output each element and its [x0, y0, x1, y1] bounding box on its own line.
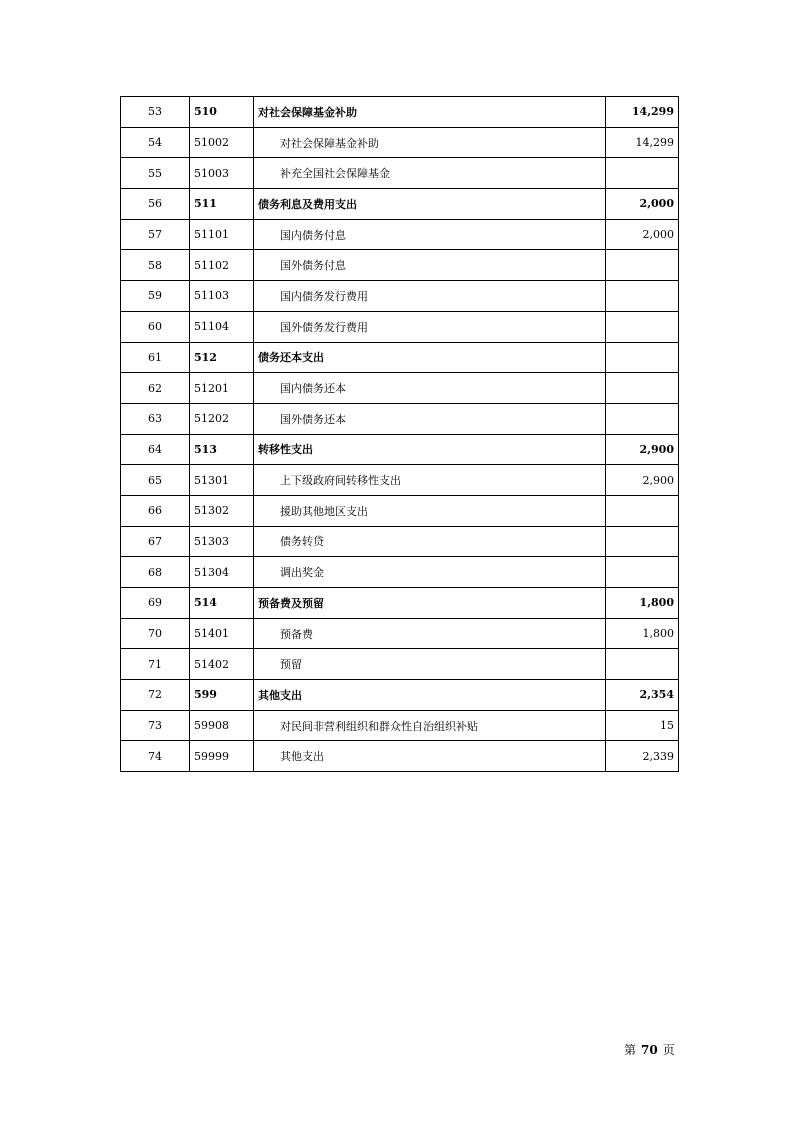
row-code: 513: [190, 434, 254, 465]
row-name: 债务转贷: [254, 526, 606, 557]
row-name: 国内债务还本: [254, 373, 606, 404]
row-index: 61: [121, 342, 190, 373]
row-amount: [606, 526, 679, 557]
row-index: 69: [121, 588, 190, 619]
row-amount: 1,800: [606, 588, 679, 619]
row-amount: [606, 373, 679, 404]
row-index: 66: [121, 495, 190, 526]
row-code: 514: [190, 588, 254, 619]
category-row: [121, 588, 679, 619]
row-name: 债务利息及费用支出: [254, 189, 606, 220]
row-index: 59: [121, 281, 190, 312]
budget-table: [120, 96, 679, 772]
row-amount: [606, 342, 679, 373]
row-code: 51002: [190, 127, 254, 158]
row-index: 67: [121, 526, 190, 557]
row-code: 51101: [190, 219, 254, 250]
row-amount: [606, 250, 679, 281]
row-code: 51003: [190, 158, 254, 189]
row-name: 对社会保障基金补助: [254, 97, 606, 128]
row-amount: [606, 495, 679, 526]
row-amount: 14,299: [606, 127, 679, 158]
row-code: 510: [190, 97, 254, 128]
item-row: [121, 649, 679, 680]
row-amount: 2,900: [606, 465, 679, 496]
row-code: 59908: [190, 710, 254, 741]
row-index: 71: [121, 649, 190, 680]
row-index: 56: [121, 189, 190, 220]
row-name: 国内债务发行费用: [254, 281, 606, 312]
row-amount: [606, 403, 679, 434]
item-row: [121, 495, 679, 526]
row-amount: [606, 158, 679, 189]
row-code: 59999: [190, 741, 254, 772]
row-index: 64: [121, 434, 190, 465]
row-code: 51402: [190, 649, 254, 680]
row-name: 调出奖金: [254, 557, 606, 588]
category-row: [121, 189, 679, 220]
row-amount: [606, 311, 679, 342]
row-index: 58: [121, 250, 190, 281]
row-amount: 2,339: [606, 741, 679, 772]
row-name: 对社会保障基金补助: [254, 127, 606, 158]
row-amount: [606, 649, 679, 680]
item-row: [121, 219, 679, 250]
row-code: 51301: [190, 465, 254, 496]
item-row: [121, 373, 679, 404]
row-index: 53: [121, 97, 190, 128]
row-amount: 2,900: [606, 434, 679, 465]
row-name: 补充全国社会保障基金: [254, 158, 606, 189]
row-name: 国内债务付息: [254, 219, 606, 250]
row-index: 62: [121, 373, 190, 404]
row-code: 51202: [190, 403, 254, 434]
item-row: [121, 158, 679, 189]
item-row: [121, 127, 679, 158]
category-row: [121, 342, 679, 373]
item-row: [121, 250, 679, 281]
row-index: 73: [121, 710, 190, 741]
row-name: 其他支出: [254, 741, 606, 772]
row-name: 国外债务付息: [254, 250, 606, 281]
row-amount: [606, 557, 679, 588]
row-code: 51103: [190, 281, 254, 312]
item-row: [121, 281, 679, 312]
row-code: 599: [190, 680, 254, 711]
category-row: [121, 680, 679, 711]
item-row: [121, 710, 679, 741]
item-row: [121, 557, 679, 588]
row-amount: 15: [606, 710, 679, 741]
row-code: 51304: [190, 557, 254, 588]
row-code: 512: [190, 342, 254, 373]
row-index: 54: [121, 127, 190, 158]
item-row: [121, 465, 679, 496]
row-amount: 2,354: [606, 680, 679, 711]
row-code: 51302: [190, 495, 254, 526]
item-row: [121, 403, 679, 434]
row-name: 转移性支出: [254, 434, 606, 465]
page-number-suffix: 页: [662, 1043, 675, 1057]
row-name: 预留: [254, 649, 606, 680]
row-name: 对民间非营利组织和群众性自治组织补贴: [254, 710, 606, 741]
row-name: 国外债务还本: [254, 403, 606, 434]
row-code: 51201: [190, 373, 254, 404]
item-row: [121, 526, 679, 557]
row-name: 预备费: [254, 618, 606, 649]
item-row: [121, 618, 679, 649]
row-code: 511: [190, 189, 254, 220]
row-amount: 14,299: [606, 97, 679, 128]
row-amount: 1,800: [606, 618, 679, 649]
row-amount: 2,000: [606, 189, 679, 220]
page-number-value: 70: [641, 1043, 658, 1057]
row-name: 上下级政府间转移性支出: [254, 465, 606, 496]
row-index: 60: [121, 311, 190, 342]
row-index: 72: [121, 680, 190, 711]
row-name: 预备费及预留: [254, 588, 606, 619]
row-index: 65: [121, 465, 190, 496]
item-row: [121, 311, 679, 342]
row-index: 74: [121, 741, 190, 772]
page-number: [624, 1041, 675, 1058]
row-amount: 2,000: [606, 219, 679, 250]
row-index: 55: [121, 158, 190, 189]
row-name: 国外债务发行费用: [254, 311, 606, 342]
row-name: 其他支出: [254, 680, 606, 711]
row-index: 63: [121, 403, 190, 434]
row-index: 68: [121, 557, 190, 588]
row-name: 债务还本支出: [254, 342, 606, 373]
category-row: [121, 434, 679, 465]
category-row: [121, 97, 679, 128]
row-index: 70: [121, 618, 190, 649]
row-code: 51104: [190, 311, 254, 342]
row-name: 援助其他地区支出: [254, 495, 606, 526]
budget-table-body: [121, 97, 679, 772]
row-amount: [606, 281, 679, 312]
page-number-prefix: 第: [624, 1043, 637, 1057]
row-index: 57: [121, 219, 190, 250]
row-code: 51401: [190, 618, 254, 649]
row-code: 51303: [190, 526, 254, 557]
row-code: 51102: [190, 250, 254, 281]
item-row: [121, 741, 679, 772]
